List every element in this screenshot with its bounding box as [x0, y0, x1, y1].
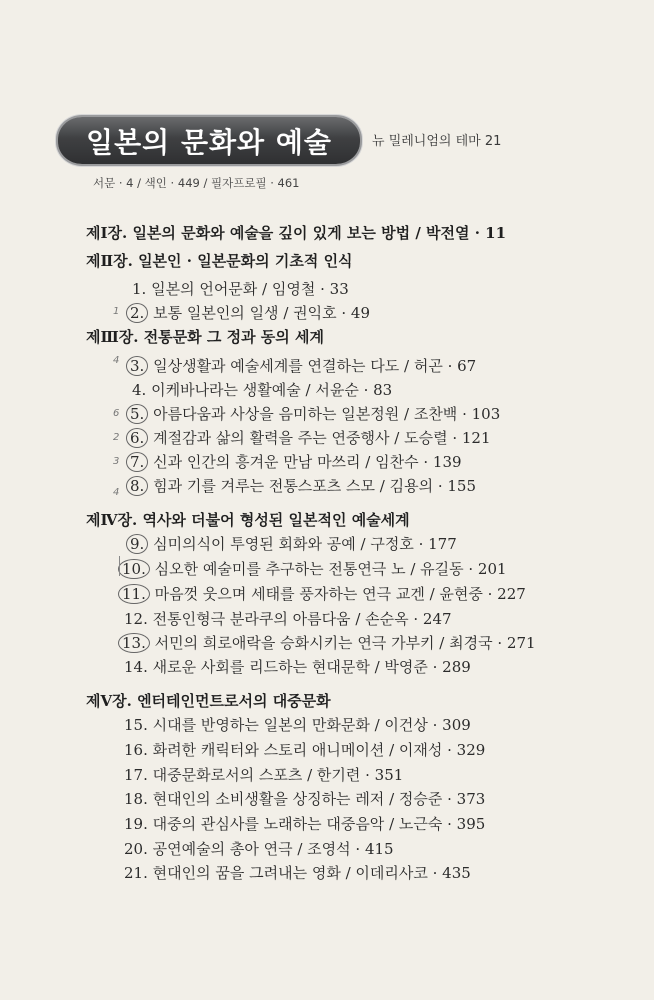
toc-item: [124, 608, 452, 629]
toc-item: [132, 427, 491, 448]
item-number: 5.: [126, 404, 148, 424]
toc-item: [124, 656, 471, 677]
chapter-heading: 제Ⅳ장. 역사와 더불어 형성된 일본적인 예술세계: [86, 511, 410, 529]
item-number: 2.: [126, 303, 148, 323]
chapter-heading: 제Ⅰ장. 일본의 문화와 예술을 깊이 있게 보는 방법 / 박전열 · 11: [86, 224, 507, 242]
handwritten-arrow: [119, 556, 120, 576]
toc-item: [124, 838, 394, 859]
chapter-heading: 제Ⅴ장. 엔터테인먼트로서의 대중문화: [86, 692, 331, 710]
book-title: 일본의 문화와 예술: [86, 125, 332, 159]
item-text: 보통 일본인의 일생 / 권익호 · 49: [153, 304, 371, 322]
item-text: 일상생활과 예술세계를 연결하는 다도 / 허곤 · 67: [153, 357, 477, 375]
chapter-heading: 제Ⅱ장. 일본인 · 일본문화의 기초적 인식: [86, 252, 353, 270]
item-text: 이케바나라는 생활예술 / 서윤순 · 83: [151, 381, 393, 399]
item-text: 마음껏 웃으며 세태를 풍자하는 연극 교겐 / 윤현중 · 227: [154, 585, 526, 603]
item-number: 15.: [124, 716, 148, 734]
toc-item: [132, 379, 392, 400]
item-number: 7.: [126, 452, 148, 472]
handwritten-mark: 4: [113, 487, 120, 498]
item-text: 화려한 캐릭터와 스토리 애니메이션 / 이재성 · 329: [152, 741, 486, 759]
book-title-banner: [58, 117, 360, 164]
item-text: 대중문화로서의 스포츠 / 한기련 · 351: [152, 766, 404, 784]
item-number: 20.: [124, 840, 148, 858]
item-number: 11.: [118, 584, 150, 604]
item-text: 아름다움과 사상을 음미하는 일본정원 / 조찬백 · 103: [153, 405, 501, 423]
item-number: 16.: [124, 741, 148, 759]
toc-item: [132, 533, 457, 554]
item-text: 공연예술의 총아 연극 / 조영석 · 415: [152, 840, 394, 858]
item-number: 14.: [124, 658, 148, 676]
chapter-heading: 제Ⅲ장. 전통문화 그 정과 동의 세계: [86, 328, 324, 346]
toc-item: [124, 558, 507, 579]
toc-item: [124, 632, 536, 653]
item-number: 21.: [124, 864, 148, 882]
item-number: 4.: [132, 381, 147, 399]
item-text: 서민의 희로애락을 승화시키는 연극 가부키 / 최경국 · 271: [154, 634, 536, 652]
front-matter-line: 서문 · 4 / 색인 · 449 / 필자프로필 · 461: [93, 176, 300, 190]
item-number: 12.: [124, 610, 148, 628]
item-number: 18.: [124, 790, 148, 808]
toc-item: [132, 302, 370, 323]
toc-item: [124, 714, 471, 735]
toc-item: [124, 788, 485, 809]
toc-item: [124, 583, 526, 604]
toc-item: [132, 475, 476, 496]
item-number: 8.: [126, 476, 148, 496]
item-text: 시대를 반영하는 일본의 만화문화 / 이건상 · 309: [152, 716, 471, 734]
toc-item: [124, 739, 485, 760]
series-label: 뉴 밀레니엄의 테마 21: [372, 134, 502, 149]
toc-item: [132, 403, 500, 424]
toc-item: [124, 764, 403, 785]
item-number: 9.: [126, 534, 148, 554]
item-number: 6.: [126, 428, 148, 448]
item-number: 17.: [124, 766, 148, 784]
item-number: 13.: [118, 633, 150, 653]
toc-item: [124, 862, 471, 883]
item-text: 일본의 언어문화 / 임영철 · 33: [151, 280, 349, 298]
toc-item: [132, 355, 476, 376]
item-text: 힘과 기를 겨루는 전통스포츠 스모 / 김용의 · 155: [153, 477, 477, 495]
handwritten-mark: 3: [113, 456, 120, 467]
item-text: 신과 인간의 흥겨운 만남 마쓰리 / 임찬수 · 139: [153, 453, 462, 471]
item-number: 3.: [126, 356, 148, 376]
handwritten-mark: 4: [113, 355, 120, 366]
item-number: 19.: [124, 815, 148, 833]
handwritten-mark: 2: [113, 432, 120, 443]
item-text: 심미의식이 투영된 회화와 공예 / 구정호 · 177: [153, 535, 457, 553]
toc-item: [124, 813, 485, 834]
toc-item: [132, 451, 462, 472]
item-text: 심오한 예술미를 추구하는 전통연극 노 / 유길동 · 201: [154, 560, 507, 578]
item-text: 계절감과 삶의 활력을 주는 연중행사 / 도승렬 · 121: [153, 429, 491, 447]
handwritten-mark: 1: [113, 306, 120, 317]
item-text: 새로운 사회를 리드하는 현대문학 / 박영준 · 289: [152, 658, 471, 676]
toc-item: [132, 278, 349, 299]
handwritten-mark: 6: [113, 408, 120, 419]
item-text: 대중의 관심사를 노래하는 대중음악 / 노근숙 · 395: [152, 815, 486, 833]
item-text: 현대인의 꿈을 그려내는 영화 / 이데리사코 · 435: [152, 864, 471, 882]
item-number: 1.: [132, 280, 147, 298]
item-text: 현대인의 소비생활을 상징하는 레저 / 정승준 · 373: [152, 790, 486, 808]
item-number: 10.: [118, 559, 150, 579]
item-text: 전통인형극 분라쿠의 아름다움 / 손순옥 · 247: [152, 610, 452, 628]
